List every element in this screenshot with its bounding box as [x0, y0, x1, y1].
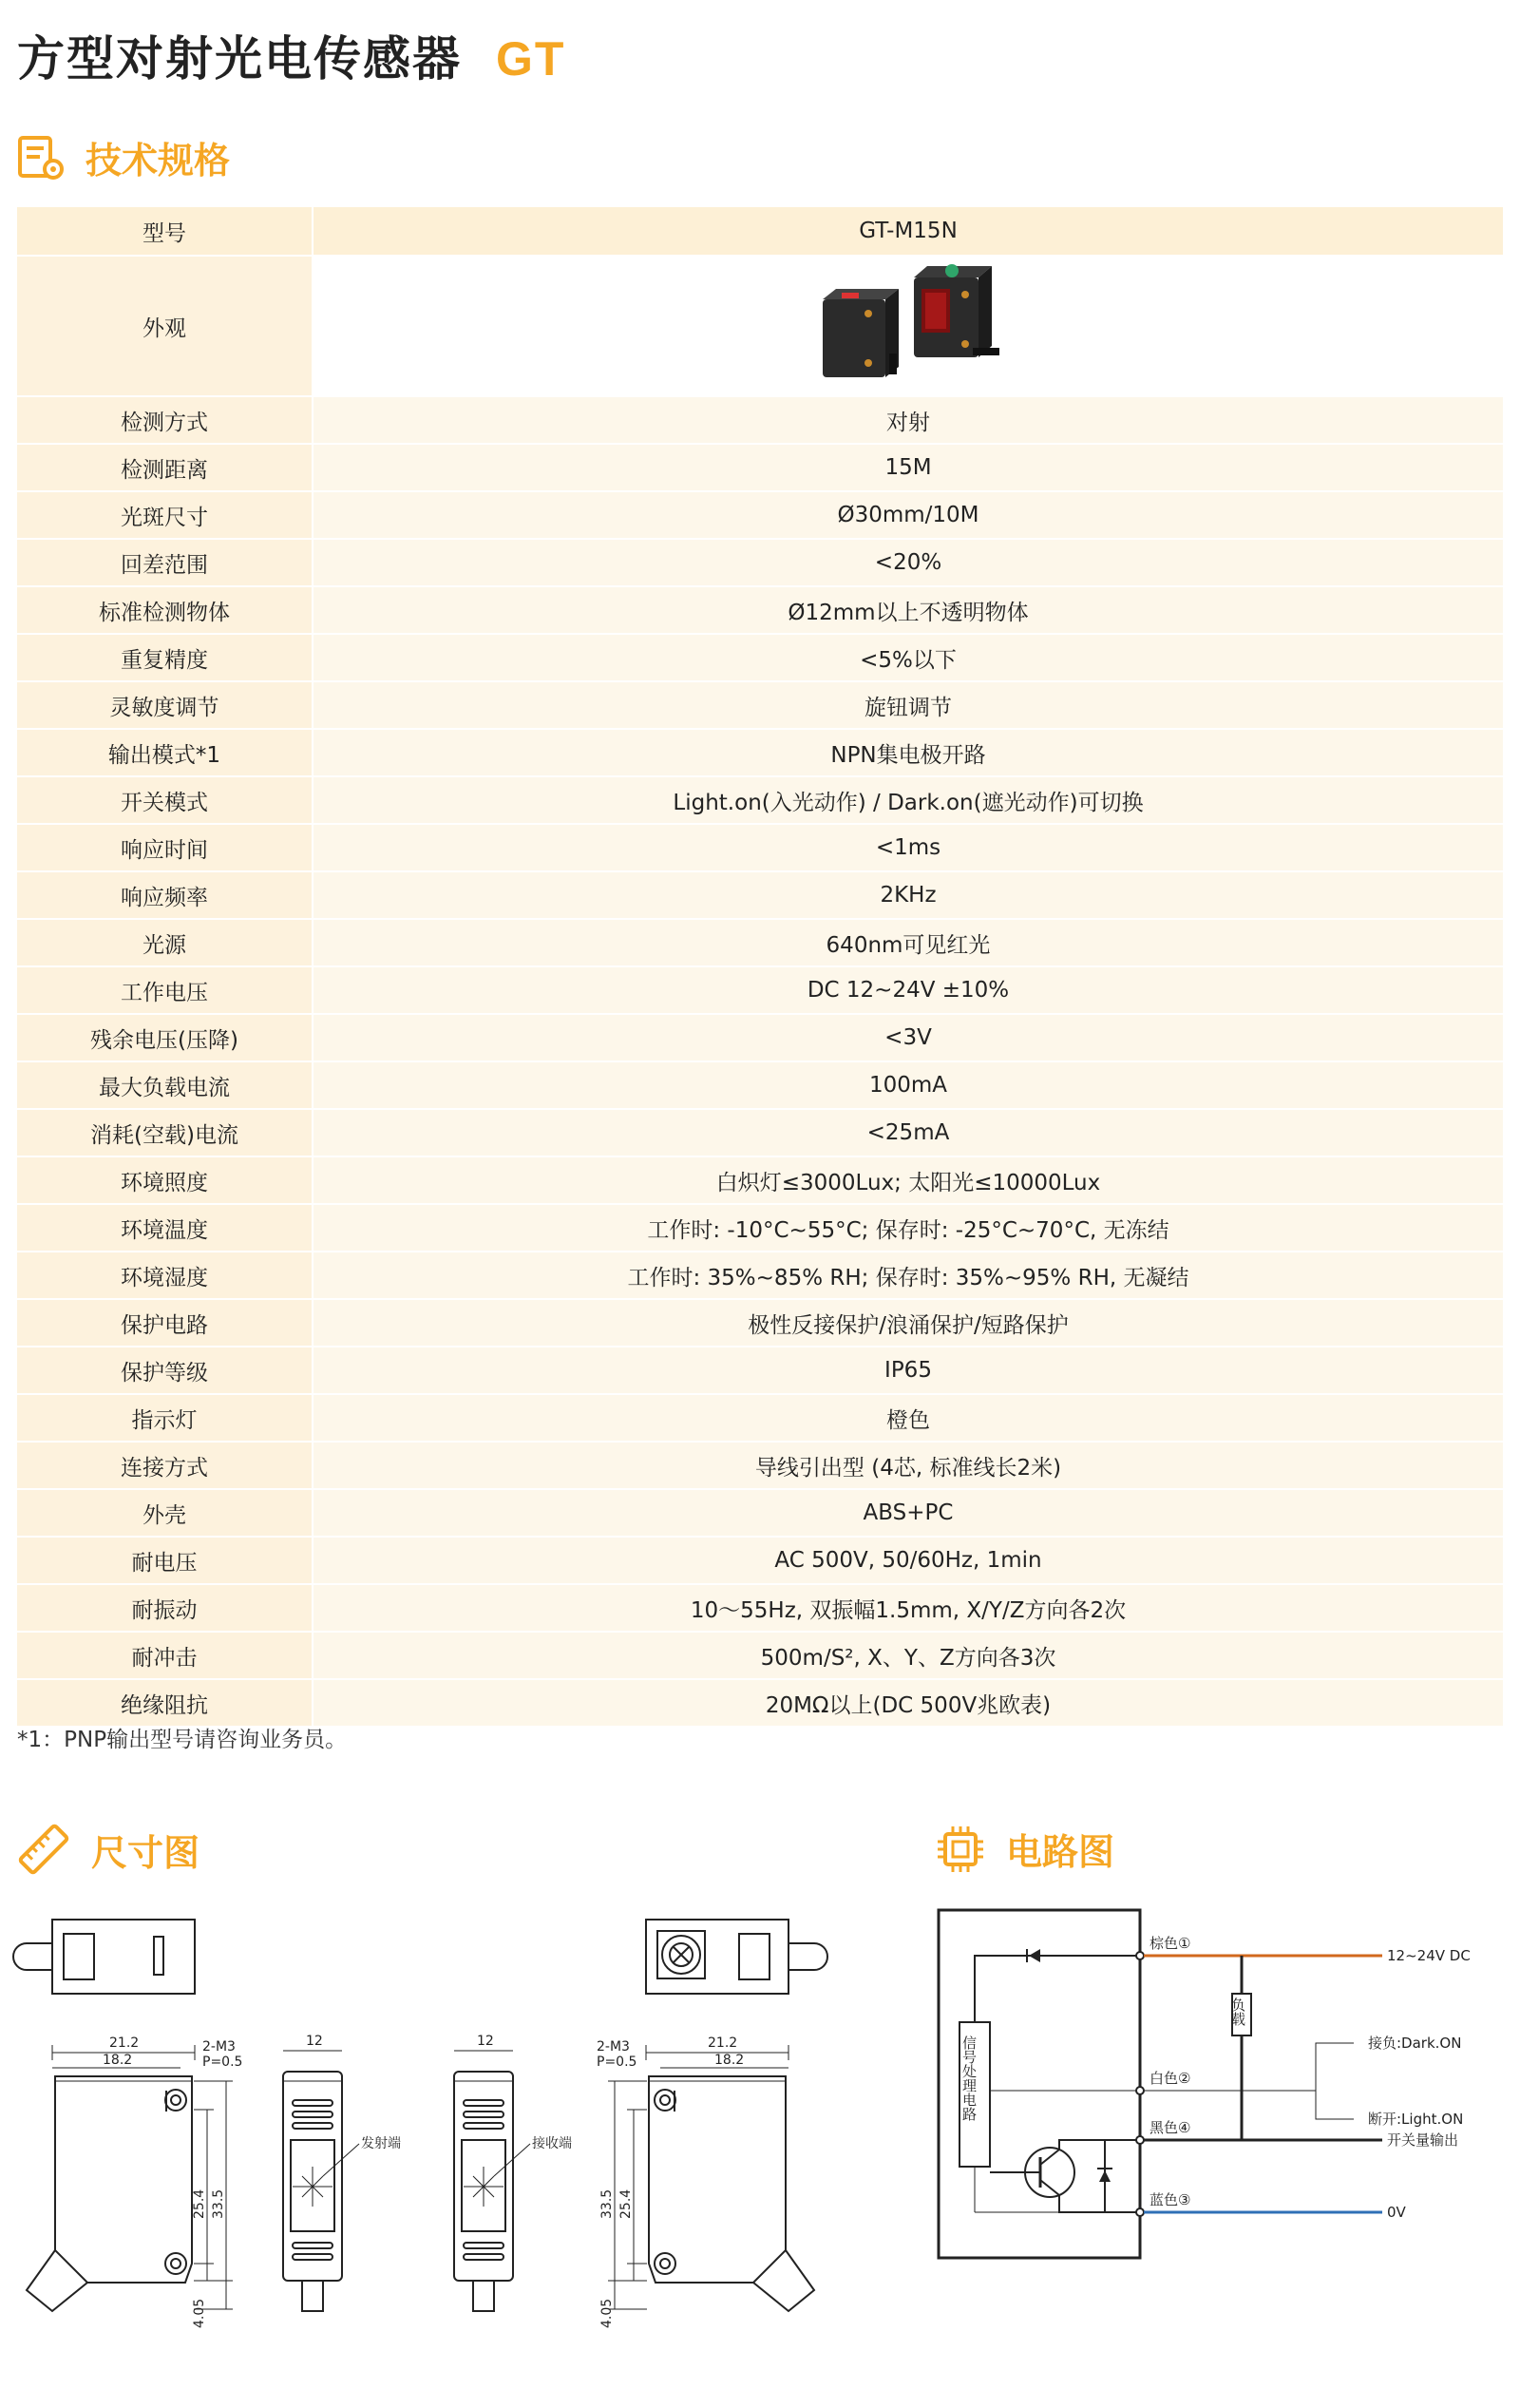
appearance-row	[17, 256, 1503, 396]
spec-key: 光斑尺寸	[17, 491, 313, 539]
spec-value: 640nm可见红光	[313, 919, 1503, 966]
dim-405-right: 4.05	[599, 2298, 615, 2328]
circuit-section-header	[936, 1823, 1114, 1875]
table-row	[17, 871, 1503, 919]
spec-key: 输出模式*1	[17, 729, 313, 776]
dim-182-left: 18.2	[103, 2053, 133, 2068]
table-header-row	[17, 207, 1503, 256]
spec-key: 环境湿度	[17, 1252, 313, 1299]
table-row	[17, 1109, 1503, 1156]
spec-key: 检测方式	[17, 396, 313, 444]
spec-key: 保护电路	[17, 1299, 313, 1347]
label-zero-v: 0V	[1387, 2204, 1406, 2221]
product-model: GT	[496, 32, 566, 86]
spec-value: 20MΩ以上(DC 500V兆欧表)	[313, 1679, 1503, 1727]
spec-value: <5%以下	[313, 634, 1503, 681]
label-dark-on: 接负:Dark.ON	[1368, 2035, 1462, 2052]
spec-value: 500m/S², X、Y、Z方向各3次	[313, 1632, 1503, 1679]
chip-icon	[936, 1825, 985, 1874]
table-row	[17, 586, 1503, 634]
spec-key: 耐冲击	[17, 1632, 313, 1679]
dimension-section-header	[17, 1823, 200, 1876]
spec-key: 光源	[17, 919, 313, 966]
dim-254-right: 25.4	[618, 2188, 634, 2219]
table-row	[17, 1537, 1503, 1584]
dim-335-left: 33.5	[211, 2188, 226, 2219]
table-row	[17, 539, 1503, 586]
spec-value: 15M	[313, 444, 1503, 491]
spec-value: NPN集电极开路	[313, 729, 1503, 776]
dim-12-emitter: 12	[306, 2034, 323, 2049]
spec-key: 耐振动	[17, 1584, 313, 1632]
circuit-diagram	[936, 1891, 1506, 2290]
spec-key: 工作电压	[17, 966, 313, 1014]
dim-p05-right: P=0.5	[597, 2054, 637, 2070]
top-view-right	[646, 1920, 827, 1994]
spec-value: 工作时: -10°C~55°C; 保存时: -25°C~70°C, 无冻结	[313, 1204, 1503, 1252]
table-row	[17, 1394, 1503, 1442]
label-brown: 棕色①	[1150, 1935, 1191, 1952]
spec-value: <25mA	[313, 1109, 1503, 1156]
label-black: 黑色④	[1150, 2119, 1191, 2136]
model-label: 型号	[17, 207, 313, 256]
table-row	[17, 824, 1503, 871]
spec-key: 重复精度	[17, 634, 313, 681]
appearance-cell	[313, 256, 1503, 396]
spec-value: 旋钮调节	[313, 681, 1503, 729]
table-row	[17, 1489, 1503, 1537]
spec-value: 白炽灯≤3000Lux; 太阳光≤10000Lux	[313, 1156, 1503, 1204]
table-row	[17, 634, 1503, 681]
table-row	[17, 1014, 1503, 1061]
spec-key: 检测距离	[17, 444, 313, 491]
table-row	[17, 1679, 1503, 1727]
footnote: *1：PNP输出型号请咨询业务员。	[17, 1728, 348, 1752]
table-row	[17, 729, 1503, 776]
spec-section-title: 技术规格	[86, 140, 231, 182]
label-block: 信号处理电路	[960, 2035, 978, 2121]
top-view-left	[13, 1920, 195, 1994]
dim-p05-left: P=0.5	[202, 2054, 243, 2070]
product-photo	[813, 257, 1003, 390]
spec-key: 连接方式	[17, 1442, 313, 1489]
dimension-section-title: 尺寸图	[91, 1831, 200, 1874]
table-row	[17, 1299, 1503, 1347]
table-row	[17, 1156, 1503, 1204]
dim-m3-right: 2-M3	[597, 2039, 630, 2054]
spec-key: 响应频率	[17, 871, 313, 919]
product-title: 方型对射光电传感器	[17, 31, 462, 86]
dim-335-right: 33.5	[599, 2188, 615, 2219]
receiver-label: 接收端	[532, 2136, 572, 2151]
label-switch-output: 开关量输出	[1387, 2131, 1459, 2149]
spec-value: AC 500V, 50/60Hz, 1min	[313, 1537, 1503, 1584]
spec-value: <3V	[313, 1014, 1503, 1061]
front-view-emitter	[283, 2051, 359, 2311]
spec-key: 绝缘阻抗	[17, 1679, 313, 1727]
spec-key: 保护等级	[17, 1347, 313, 1394]
spec-key: 指示灯	[17, 1394, 313, 1442]
table-row	[17, 776, 1503, 824]
spec-value: <20%	[313, 539, 1503, 586]
spec-value: 橙色	[313, 1394, 1503, 1442]
spec-key: 开关模式	[17, 776, 313, 824]
dimension-drawing	[0, 1891, 855, 2376]
spec-value: 工作时: 35%~85% RH; 保存时: 35%~95% RH, 无凝结	[313, 1252, 1503, 1299]
spec-value: ABS+PC	[313, 1489, 1503, 1537]
circuit-section-title: 电路图	[1006, 1831, 1115, 1873]
table-row	[17, 681, 1503, 729]
dim-254-left: 25.4	[192, 2188, 207, 2219]
table-row	[17, 966, 1503, 1014]
spec-value: 10～55Hz, 双振幅1.5mm, X/Y/Z方向各2次	[313, 1584, 1503, 1632]
label-load: 负载	[1229, 1997, 1246, 2026]
spec-value: <1ms	[313, 824, 1503, 871]
table-row	[17, 1632, 1503, 1679]
appearance-label: 外观	[17, 256, 313, 396]
dim-m3-left: 2-M3	[202, 2039, 236, 2054]
spec-value: 100mA	[313, 1061, 1503, 1109]
spec-key: 响应时间	[17, 824, 313, 871]
spec-value: 对射	[313, 396, 1503, 444]
dim-405-left: 4.05	[192, 2298, 207, 2328]
table-row	[17, 1061, 1503, 1109]
label-supply: 12~24V DC	[1387, 1947, 1471, 1964]
table-row	[17, 1252, 1503, 1299]
spec-key: 外壳	[17, 1489, 313, 1537]
table-row	[17, 491, 1503, 539]
emitter-label: 发射端	[361, 2136, 401, 2151]
spec-key: 环境温度	[17, 1204, 313, 1252]
dim-182-right: 18.2	[714, 2053, 745, 2068]
spec-section-header	[17, 131, 230, 183]
spec-key: 灵敏度调节	[17, 681, 313, 729]
table-row	[17, 1347, 1503, 1394]
side-view-left	[27, 2045, 233, 2311]
spec-value: Ø12mm以上不透明物体	[313, 586, 1503, 634]
zener-symbol	[1099, 2170, 1111, 2182]
table-row	[17, 1204, 1503, 1252]
spec-key: 环境照度	[17, 1156, 313, 1204]
spec-key: 最大负载电流	[17, 1061, 313, 1109]
table-row	[17, 1584, 1503, 1632]
spec-value: 极性反接保护/浪涌保护/短路保护	[313, 1299, 1503, 1347]
label-light-on: 断开:Light.ON	[1368, 2111, 1464, 2128]
dim-212-right: 21.2	[708, 2035, 738, 2051]
spec-key: 回差范围	[17, 539, 313, 586]
label-white: 白色②	[1150, 2070, 1191, 2087]
ruler-icon	[17, 1823, 70, 1876]
dim-212-left: 21.2	[109, 2035, 140, 2051]
table-row	[17, 444, 1503, 491]
spec-sheet-icon	[17, 135, 65, 181]
spec-key: 耐电压	[17, 1537, 313, 1584]
diode-symbol	[1029, 1949, 1040, 1962]
spec-value: IP65	[313, 1347, 1503, 1394]
spec-key: 消耗(空载)电流	[17, 1109, 313, 1156]
table-row	[17, 1442, 1503, 1489]
front-view-receiver	[454, 2051, 530, 2311]
table-row	[17, 919, 1503, 966]
side-view-right	[608, 2045, 814, 2311]
spec-table	[17, 207, 1503, 1728]
page-title	[17, 21, 565, 89]
dim-12-receiver: 12	[477, 2034, 494, 2049]
spec-value: 导线引出型 (4芯, 标准线长2米)	[313, 1442, 1503, 1489]
spec-value: Light.on(入光动作) / Dark.on(遮光动作)可切换	[313, 776, 1503, 824]
spec-key: 标准检测物体	[17, 586, 313, 634]
spec-value: Ø30mm/10M	[313, 491, 1503, 539]
model-value: GT-M15N	[313, 207, 1503, 256]
label-blue: 蓝色③	[1150, 2191, 1191, 2208]
spec-value: DC 12~24V ±10%	[313, 966, 1503, 1014]
spec-key: 残余电压(压降)	[17, 1014, 313, 1061]
table-row	[17, 396, 1503, 444]
spec-value: 2KHz	[313, 871, 1503, 919]
